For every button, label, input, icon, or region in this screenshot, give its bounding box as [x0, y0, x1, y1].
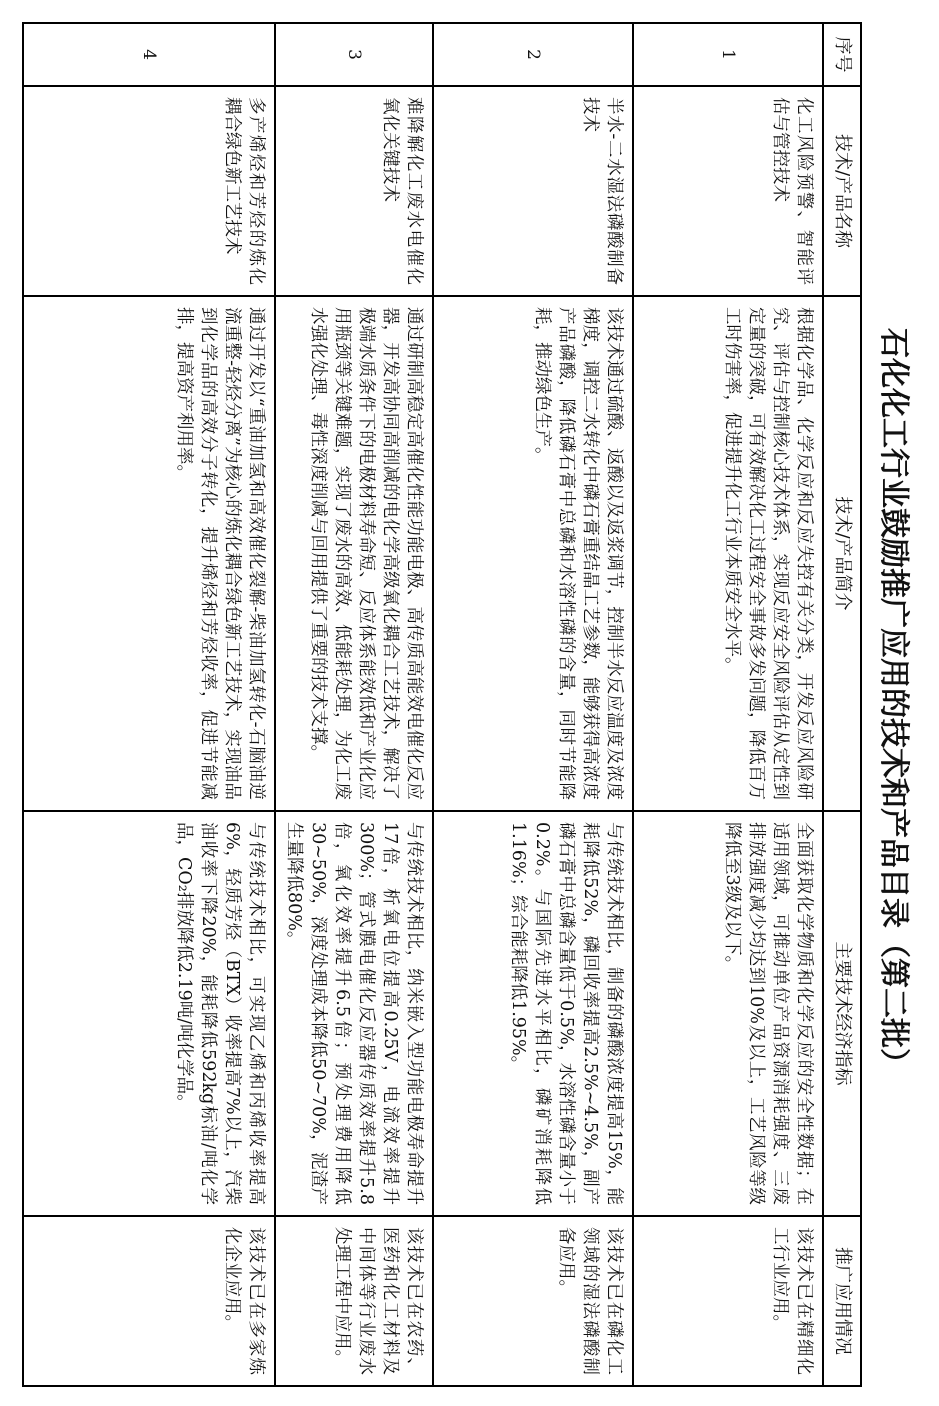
- technology-description: 通过开发以“重油加氢和高效催化裂解-柴油加氢转化-石脑油逆流重整-轻烃分离”为核心的炼化耦合绿色新工艺技术，实现油品到化学品的高效分子转化，提升烯烃和芳烃收率，促进节能减排，提高资产利用率。: [23, 296, 275, 811]
- table-row: [23, 23, 275, 1386]
- row-number: 4: [23, 23, 275, 86]
- row-number: 3: [275, 23, 433, 86]
- technology-catalog-table: [22, 22, 862, 1387]
- technology-name: 难降解化工废水电催化氧化关键技术: [275, 86, 433, 296]
- technical-indicators: 与传统技术相比，制备的磷酸浓度提高15%，能耗降低52%，磷回收率提高2.5%~4.5%，副产磷石膏中总磷含量低于0.5%，水溶性磷含量小于0.2%。与国际先进水平相比，磷矿消耗降低1.16%；综合能耗降低1.95%。: [433, 811, 633, 1216]
- application-status: 该技术已在农药、医药和化工材料及中间体等行业废水处理工程中应用。: [275, 1216, 433, 1386]
- technology-name: 多产烯烃和芳烃的炼化耦合绿色新工艺技术: [23, 86, 275, 296]
- technology-description: 该技术通过硫酸、返酸以及返浆调节，控制半水反应温度及浓度梯度，调控二水转化中磷石膏重结晶工艺参数，能够获得高浓度产品磷酸，降低磷石膏中总磷和水溶性磷的含量，同时节能降耗，推动绿色生产。: [433, 296, 633, 811]
- header-indicators: 主要技术经济指标: [823, 811, 861, 1216]
- table-header-row: [823, 23, 861, 1386]
- application-status: 该技术已在精细化工行业应用。: [633, 1216, 823, 1386]
- table-row: [433, 23, 633, 1386]
- technical-indicators: 与传统技术相比，可实现乙烯和丙烯收率提高6%，轻质芳烃（BTX）收率提高7%以上，汽柴油收率下降20%，能耗降低592kg标油/吨化学品，CO₂排放降低2.19吨/吨化学品。: [23, 811, 275, 1216]
- header-desc: 技术/产品简介: [823, 296, 861, 811]
- application-status: 该技术已在磷化工领域的湿法磷酸制备应用。: [433, 1216, 633, 1386]
- technology-name: 化工风险预警、智能评估与管控技术: [633, 86, 823, 296]
- technology-name: 半水-二水湿法磷酸制备技术: [433, 86, 633, 296]
- technology-description: 根据化学品、化学反应和反应失控有关分类，开发反应风险研究、评估与控制核心技术体系，实现反应安全风险评估从定性到定量的突破，可有效解决化工过程安全事故多发问题，降低百万工时伤害率，促进提升化工行业本质安全水平。: [633, 296, 823, 811]
- technical-indicators: 与传统技术相比，纳米嵌入型功能电极寿命提升17倍，析氧电位提高0.25V，电流效率提升300%；管式膜电催化反应器传质效率提升5.8倍，氧化效率提升6.5倍；预处理费用降低30~50%，深度处理成本降低50~70%，泥渣产生量降低80%。: [275, 811, 433, 1216]
- row-number: 2: [433, 23, 633, 86]
- table-row: [633, 23, 823, 1386]
- application-status: 该技术已在多家炼化企业应用。: [23, 1216, 275, 1386]
- table-row: [275, 23, 433, 1386]
- header-application: 推广应用情况: [823, 1216, 861, 1386]
- row-number: 1: [633, 23, 823, 86]
- header-name: 技术/产品名称: [823, 86, 861, 296]
- document-title: 石化化工行业鼓励推广应用的技术和产品目录（第二批）: [876, 328, 911, 1078]
- technical-indicators: 全面获取化学物质和化学反应的安全性数据；在适用领域，可推动单位产品资源消耗强度、三废排放强度减少均达到10%及以上，工艺风险等级降低至3级及以下。: [633, 811, 823, 1216]
- header-num: 序号: [823, 23, 861, 86]
- technology-description: 通过研制高稳定高催化性能功能电极、高传质高能效电催化反应器，开发高协同高削减的电化学高级氧化耦合工艺技术，解决了极端水质条件下的电极材料寿命短、反应体系能效低和产业化应用瓶颈等关键难题，实现了废水的高效、低能耗处理，为化工废水强化处理、毒性深度削减与回用提供了重要的技术支撑。: [275, 296, 433, 811]
